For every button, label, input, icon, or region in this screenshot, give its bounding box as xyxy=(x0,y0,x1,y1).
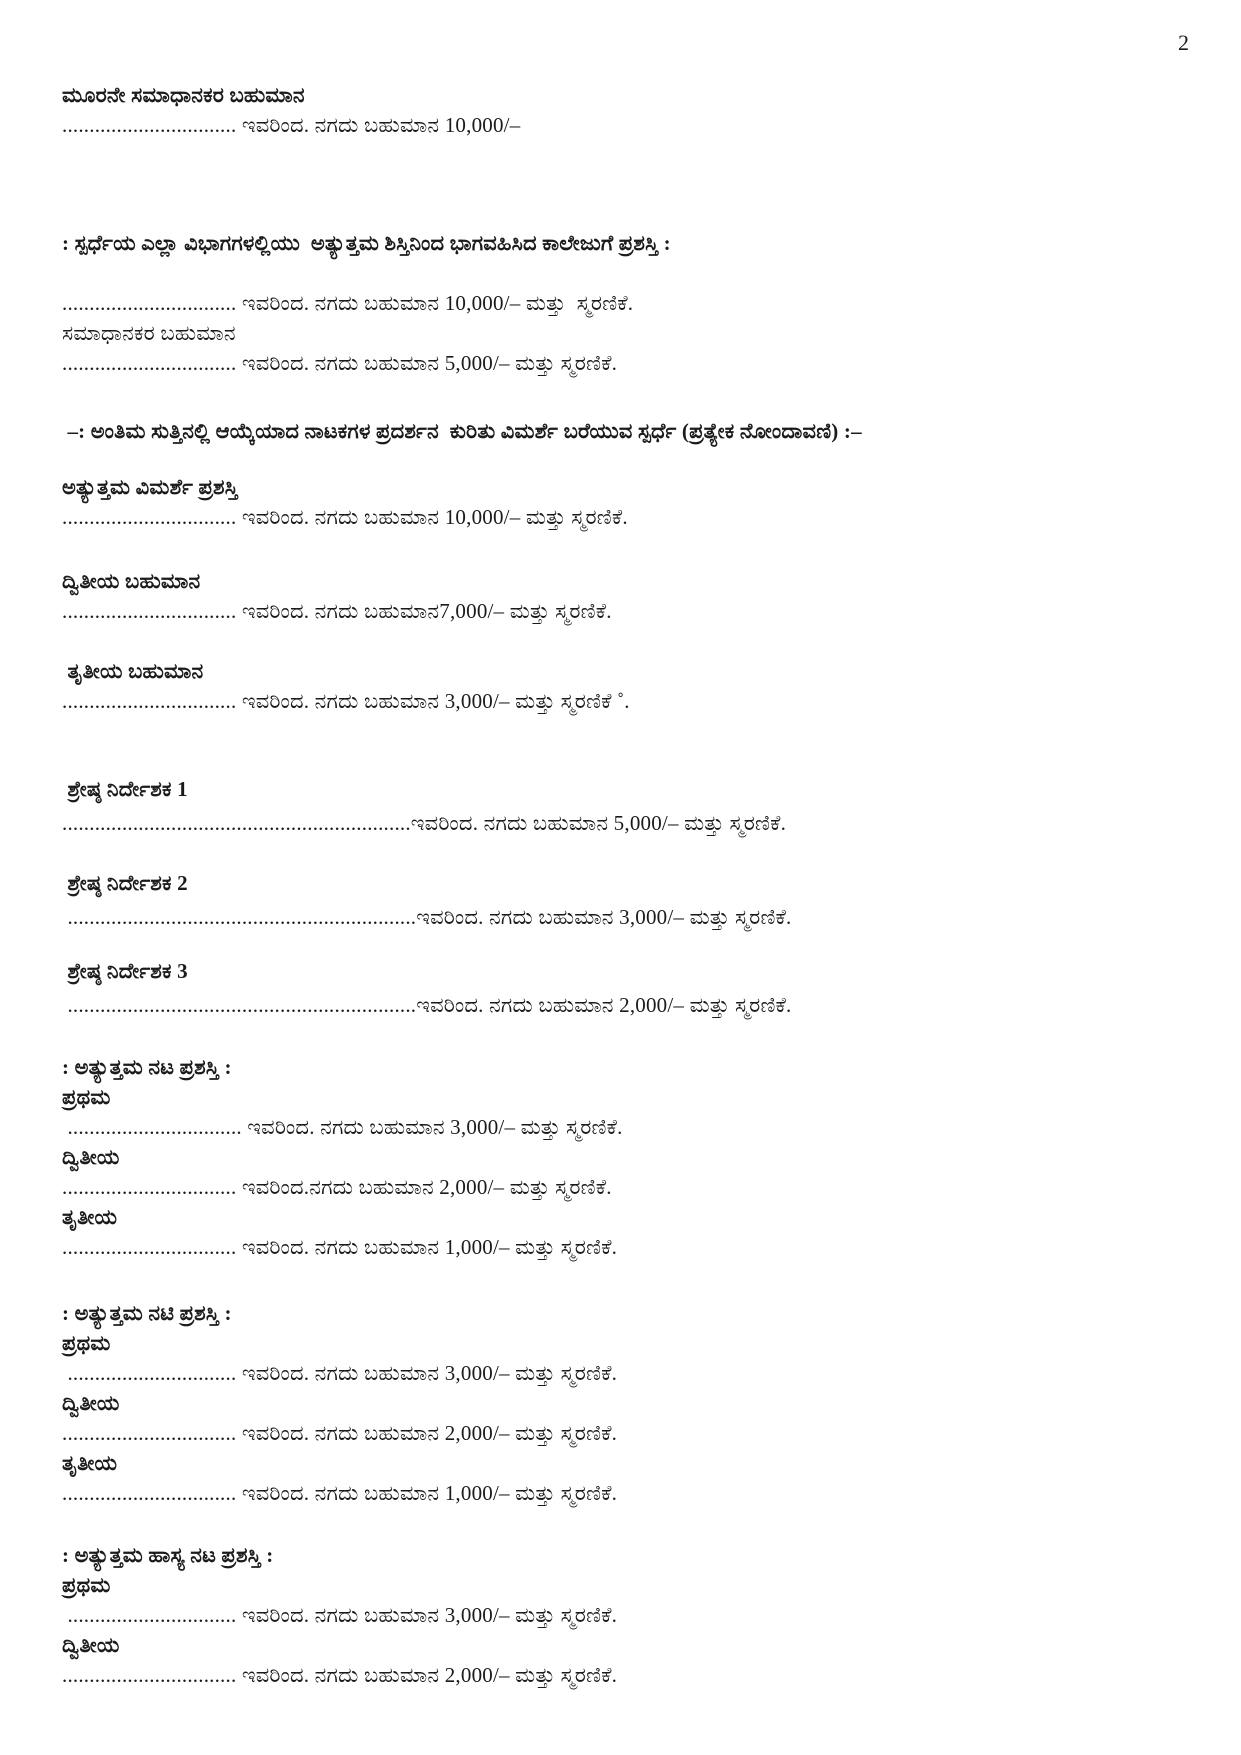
prize-title: ಮೂರನೇ ಸಮಾಧಾನಕರ ಬಹುಮಾನ xyxy=(62,83,305,107)
section-review-third-prize xyxy=(62,656,1211,716)
donor-amount-line: ................................ ಇವರಿಂದ. ನಗದು ಬಹುಮಾನ 10,000/– xyxy=(62,113,521,137)
rank-label-second: ದ್ವಿತೀಯ xyxy=(62,1391,120,1415)
donor-amount-line: ................................ ಇವರಿಂದ. ನಗದು ಬಹುಮಾನ 10,000/– ಮತ್ತು ಸ್ಮರಣಿಕೆ. xyxy=(62,505,628,529)
section-best-director-3 xyxy=(62,956,1211,1020)
donor-amount-line: ................................................................ಇವರಿಂದ. ನಗದು ಬಹುಮಾನ 2,000/– ಮತ್ತು ಸ್ಮರಣಿಕೆ. xyxy=(62,993,792,1017)
donor-amount-line: ................................ ಇವರಿಂದ. ನಗದು ಬಹುಮಾನ 3,000/– ಮತ್ತು ಸ್ಮರಣಿಕೆ ˚. xyxy=(62,689,630,713)
section-best-director-1 xyxy=(62,774,1211,838)
section-best-actress-award xyxy=(62,1298,1211,1508)
prize-title: ಅತ್ಯುತ್ತಮ ವಿಮರ್ಶೆ ಪ್ರಶಸ್ತಿ xyxy=(62,475,238,499)
section-best-comedy-actor-award xyxy=(62,1540,1211,1690)
section-best-actor-award xyxy=(62,1052,1211,1262)
award-heading: : ಅತ್ಯುತ್ತಮ ಹಾಸ್ಯ ನಟ ಪ್ರಶಸ್ತಿ : xyxy=(62,1543,274,1567)
donor-amount-line: ............................... ಇವರಿಂದ. ನಗದು ಬಹುಮಾನ 3,000/– ಮತ್ತು ಸ್ಮರಣಿಕೆ. xyxy=(62,1361,618,1385)
donor-amount-line: ................................ ಇವರಿಂದ. ನಗದು ಬಹುಮಾನ 1,000/– ಮತ್ತು ಸ್ಮರಣಿಕೆ. xyxy=(62,1235,618,1259)
section-review-competition-heading xyxy=(62,416,1211,446)
section-best-director-2 xyxy=(62,868,1211,932)
section-third-consolation-prize xyxy=(62,80,1211,140)
section-review-second-prize xyxy=(62,566,1211,626)
section-best-discipline-college-award xyxy=(62,228,1211,378)
award-heading: : ಅತ್ಯುತ್ತಮ ನಟಿ ಪ್ರಶಸ್ತಿ : xyxy=(62,1301,232,1325)
rank-label-first: ಪ್ರಥಮ xyxy=(62,1085,111,1109)
rank-label-third: ತೃತೀಯ xyxy=(62,1205,118,1229)
donor-amount-line: ............................... ಇವರಿಂದ. ನಗದು ಬಹುಮಾನ 3,000/– ಮತ್ತು ಸ್ಮರಣಿಕೆ. xyxy=(62,1603,618,1627)
rank-label-second: ದ್ವಿತೀಯ xyxy=(62,1145,120,1169)
donor-amount-line: ................................ ಇವರಿಂದ.ನಗದು ಬಹುಮಾನ 2,000/– ಮತ್ತು ಸ್ಮರಣಿಕೆ. xyxy=(62,1175,612,1199)
donor-amount-line: ................................ ಇವರಿಂದ. ನಗದು ಬಹುಮಾನ 5,000/– ಮತ್ತು ಸ್ಮರಣಿಕೆ. xyxy=(62,351,618,375)
competition-heading: –: ಅಂತಿಮ ಸುತ್ತಿನಲ್ಲಿ ಆಯ್ಕೆಯಾದ ನಾಟಕಗಳ ಪ್ರದರ್ಶನ ಕುರಿತು ವಿಮರ್ಶೆ ಬರೆಯುವ ಸ್ಪರ್ಧೆ (ಪ್ರತ್ಯೇಕ ನೋಂದಾವಣಿ) :– xyxy=(62,419,862,443)
prize-title: ಸಮಾಧಾನಕರ ಬಹುಮಾನ xyxy=(62,321,236,345)
prize-title: ತೃತೀಯ ಬಹುಮಾನ xyxy=(62,659,204,683)
donor-amount-line: ................................................................ಇವರಿಂದ. ನಗದು ಬಹುಮಾನ 3,000/– ಮತ್ತು ಸ್ಮರಣಿಕೆ. xyxy=(62,905,792,929)
donor-amount-line: ................................ ಇವರಿಂದ. ನಗದು ಬಹುಮಾನ 2,000/– ಮತ್ತು ಸ್ಮರಣಿಕೆ. xyxy=(62,1663,618,1687)
prize-title: ಶ್ರೇಷ್ಠ ನಿರ್ದೇಶಕ 1 xyxy=(62,777,188,801)
donor-amount-line: ................................ ಇವರಿಂದ. ನಗದು ಬಹುಮಾನ7,000/– ಮತ್ತು ಸ್ಮರಣಿಕೆ. xyxy=(62,599,612,623)
prize-title: ಶ್ರೇಷ್ಠ ನಿರ್ದೇಶಕ 3 xyxy=(62,959,188,983)
section-best-review-award xyxy=(62,472,1211,532)
prize-title: ಶ್ರೇಷ್ಠ ನಿರ್ದೇಶಕ 2 xyxy=(62,871,188,895)
award-heading: : ಸ್ಪರ್ಧೆಯ ಎಲ್ಲಾ ವಿಭಾಗಗಳಲ್ಲಿಯು ಅತ್ಯುತ್ತಮ ಶಿಸ್ತಿನಿಂದ ಭಾಗವಹಿಸಿದ ಕಾಲೇಜುಗೆ ಪ್ರಶಸ್ತಿ : xyxy=(62,231,671,255)
rank-label-first: ಪ್ರಥಮ xyxy=(62,1331,111,1355)
prize-title: ದ್ವಿತೀಯ ಬಹುಮಾನ xyxy=(62,569,201,593)
donor-amount-line: ................................ ಇವರಿಂದ. ನಗದು ಬಹುಮಾನ 1,000/– ಮತ್ತು ಸ್ಮರಣಿಕೆ. xyxy=(62,1481,618,1505)
donor-amount-line: ................................................................ಇವರಿಂದ. ನಗದು ಬಹುಮಾನ 5,000/– ಮತ್ತು ಸ್ಮರಣಿಕೆ. xyxy=(62,811,787,835)
rank-label-first: ಪ್ರಥಮ xyxy=(62,1573,111,1597)
award-heading: : ಅತ್ಯುತ್ತಮ ನಟ ಪ್ರಶಸ್ತಿ : xyxy=(62,1055,232,1079)
rank-label-second: ದ್ವಿತೀಯ xyxy=(62,1633,120,1657)
rank-label-third: ತೃತೀಯ xyxy=(62,1451,118,1475)
page-number: 2 xyxy=(1178,30,1189,55)
document-body xyxy=(62,80,1211,1690)
donor-amount-line: ................................ ಇವರಿಂದ. ನಗದು ಬಹುಮಾನ 3,000/– ಮತ್ತು ಸ್ಮರಣಿಕೆ. xyxy=(62,1115,623,1139)
donor-amount-line: ................................ ಇವರಿಂದ. ನಗದು ಬಹುಮಾನ 2,000/– ಮತ್ತು ಸ್ಮರಣಿಕೆ. xyxy=(62,1421,618,1445)
donor-amount-line: ................................ ಇವರಿಂದ. ನಗದು ಬಹುಮಾನ 10,000/– ಮತ್ತು ಸ್ಮರಣಿಕೆ. xyxy=(62,291,634,315)
